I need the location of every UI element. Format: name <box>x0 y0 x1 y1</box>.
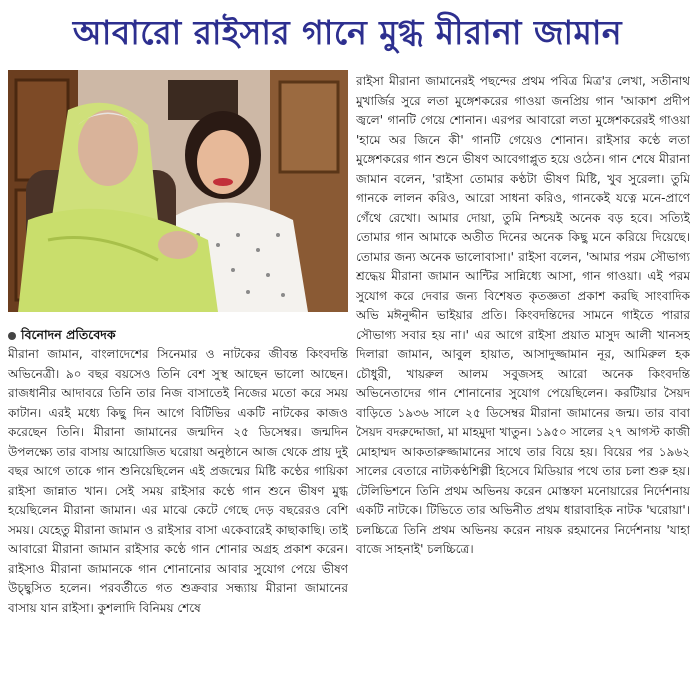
headline: আবারো রাইসার গানে মুগ্ধ মীরানা জামান <box>72 13 623 52</box>
byline-text: বিনোদন প্রতিবেদক <box>21 327 116 342</box>
article-column-right <box>356 72 690 688</box>
byline <box>8 326 348 343</box>
article-photo <box>8 70 348 312</box>
article-column-left <box>8 326 348 686</box>
bullet-icon <box>8 332 16 340</box>
article-body-left: মীরানা জামান, বাংলাদেশের সিনেমার ও নাটকের জীবন্ত কিংবদন্তি অভিনেত্রী। ৯০ বছর বয়সেও তিনি বেশ সুস্থ আছেন ভালো আছেন। রাজধানীর আদাবরে তিনি তার নিজ বাসাতেই নিজের মতো করে সময় কাটান। এরই মধ্যে কিছু দিন আগে বিটিভির একটি নাটকের কাজও করেছেন তিনি। মীরানা জামানের জন্মদিন ২৫ ডিসেম্বর। জন্মদিন উপলক্ষ্যে তার বাসায় আয়োজিত ঘরোয়া অনুষ্ঠানে আজ থেকে প্রায় দুই বছর আগে তাকে গান শুনিয়েছিলেন এই প্রজন্মের মিষ্টি কণ্ঠের গায়িকা রাইসা জান্নাত খান। সেই সময় রাইসার কণ্ঠে গান শুনে ভীষণ মুগ্ধ হয়েছিলেন মীরানা জামান। এর মাঝে কেটে গেছে দেড় বছরেরও বেশি সময়। যেহেতু মীরানা জামান ও রাইসার বাসা একেবারেই কাছাকাছি। তাই আবারো মীরানা জামান রাইসার কণ্ঠে গান শোনার অগ্রহ প্রকাশ করেন। রাইসাও মীরানা জামানকে গান শোনানোর আবার সুযোগ পেয়ে ভীষণ উচ্ছ্বসিত হলেন। পরবর্তীতে গত শুক্রবার সন্ধ্যায় মীরানা জামানের বাসায় যান রাইসা। কুশলাদি বিনিময় শেষে <box>8 347 348 615</box>
photo-illustration <box>8 70 348 312</box>
article-body-right: রাইসা মীরানা জামানেরই পছন্দের প্রথম পবিত্র মিত্র'র লেখা, সতীনাথ মুখার্জির সুরে লতা মুঙ্গেশকরের গাওয়া জনপ্রিয় গান 'আকাশ প্রদীপ জ্বলে' গানটি গেয়ে শোনান। এরপর আবারো লতা মুঙ্গেশকরেরই গাওয়া 'হামে অর জিনে কী' গানটি গেয়েও শোনান। রাইসার কণ্ঠে লতা মুঙ্গেশকরের গান শুনে ভীষণ আবেগাপ্লুত হয়ে ওঠেন। গান শেষে মীরানা জামান বলেন, 'রাইসা তোমার কণ্ঠটা ভীষণ মিষ্টি, খুব সুরেলা। তুমি গানকে লালন করিও, আরো সাধনা করিও, গানকেই যত্নে মনে-প্রাণে গেঁথে রেখো। আমার দোয়া, তুমি নিশ্চয়ই অনেক বড় হবে। সত্যিই তোমার গান আমাকে অতীত দিনের অনেক কিছু মনে করিয়ে দিয়েছে। তোমার জন্য অনেক ভালোবাসা।' রাইসা বলেন, 'আমার পরম সৌভাগ্য শ্রদ্ধেয় মীরানা জামান আন্টির সান্নিধ্যে আসা, গান গাওয়া। এই পরম সুযোগ করে দেবার জন্য বিশেষত কৃতজ্ঞতা প্রকাশ করছি সাংবাদিক অভি মঈনুদ্দীন ভাইয়ার প্রতি। কিংবদন্তিদের সামনে গাইতে পারার সৌভাগ্য সবার হয় না।' এর আগে রাইসা প্রয়াত মাসুদ আলী খানসহ দিলারা জামান, আবুল হায়াত, আসাদুজ্জামান নূর, আমিরুল হক চৌধুরী, খায়রুল আলম সবুজসহ আরো অনেক কিংবদন্তি অভিনেতাদের গান শোনানোর সুযোগ পেয়েছিলেন। করটিয়ার সৈয়দ বাড়িতে ১৯৩৬ সালে ২৫ ডিসেম্বর মীরানা জামানের জন্ম। তার বাবা সৈয়দ বদরুদ্দোজা, মা মাহমুদা খাতুন। ১৯৫০ সালের ২৭ আগস্ট কাজী মোহাম্মদ আকতারুজ্জামানের সাথে তার বিয়ে হয়। বিয়ের পর ১৯৬২ সালের বেতারে নাট্যকণ্ঠশিল্পী হিসেবে মিডিয়ার পথে তার চলা শুরু হয়। টেলিভিশনে তিনি প্রথম অভিনয় করেন মোস্তফা মনোয়ারের নির্দেশনায় একটি নাটকে। টিভিতে তার অভিনীত প্রথম ধারাবাহিক নাটক 'ঘরোয়া'। চলচ্চিত্রে তিনি প্রথম অভিনয় করেন নায়ক রহমানের নির্দেশনায় 'যাহা বাজে সাহনাই' চলচ্চিত্রে। <box>356 74 690 556</box>
